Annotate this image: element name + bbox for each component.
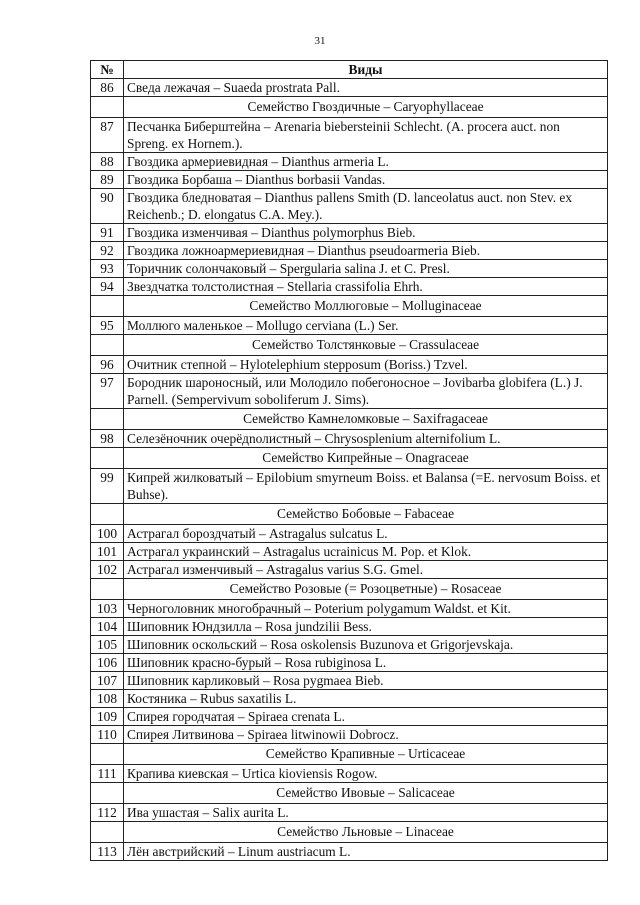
family-row <box>91 783 608 804</box>
table-row <box>91 260 608 278</box>
species-number: 90 <box>91 189 124 224</box>
species-number: 95 <box>91 317 124 335</box>
species-name: Моллюго маленькое – Mollugo cerviana (L.) Ser. <box>124 317 608 335</box>
table-row <box>91 153 608 171</box>
family-name: Семейство Гвоздичные – Caryophyllaceae <box>124 97 608 118</box>
species-number: 96 <box>91 356 124 374</box>
species-name: Шиповник карликовый – Rosa pygmaea Bieb. <box>124 672 608 690</box>
table-header-row <box>91 61 608 79</box>
species-name: Звездчатка толстолистная – Stellaria crassifolia Ehrh. <box>124 278 608 296</box>
species-number: 100 <box>91 525 124 543</box>
species-number: 93 <box>91 260 124 278</box>
family-row <box>91 335 608 356</box>
table-row <box>91 356 608 374</box>
species-number: 87 <box>91 118 124 153</box>
family-name: Семейство Ивовые – Salicaceae <box>124 783 608 804</box>
species-number: 102 <box>91 561 124 579</box>
page-number: 31 <box>314 35 326 47</box>
species-number: 106 <box>91 654 124 672</box>
species-name: Сведа лежачая – Suaeda prostrata Pall. <box>124 79 608 97</box>
table-row <box>91 317 608 335</box>
table-row <box>91 118 608 153</box>
family-number-cell <box>91 783 124 804</box>
family-row <box>91 409 608 430</box>
family-name: Семейство Льновые – Linaceae <box>124 822 608 843</box>
table-row <box>91 374 608 409</box>
family-row <box>91 296 608 317</box>
species-number: 97 <box>91 374 124 409</box>
species-number: 110 <box>91 726 124 744</box>
species-name: Шиповник оскольский – Rosa oskolensis Buzunova et Grigorjevskaja. <box>124 636 608 654</box>
column-header-number: № <box>91 61 124 79</box>
species-number: 88 <box>91 153 124 171</box>
table-body <box>91 79 608 861</box>
species-name: Гвоздика Борбаша – Dianthus borbasii Vandas. <box>124 171 608 189</box>
species-number: 92 <box>91 242 124 260</box>
species-name: Крапива киевская – Urtica kioviensis Rogow. <box>124 765 608 783</box>
species-number: 86 <box>91 79 124 97</box>
family-number-cell <box>91 335 124 356</box>
family-number-cell <box>91 409 124 430</box>
table-row <box>91 600 608 618</box>
family-name: Семейство Крапивные – Urticaceae <box>124 744 608 765</box>
species-number: 91 <box>91 224 124 242</box>
family-name: Семейство Бобовые – Fabaceae <box>124 504 608 525</box>
species-name: Спирея Литвинова – Spiraea litwinowii Dobrocz. <box>124 726 608 744</box>
table-row <box>91 765 608 783</box>
table-row <box>91 224 608 242</box>
species-number: 113 <box>91 843 124 861</box>
family-number-cell <box>91 822 124 843</box>
species-name: Гвоздика изменчивая – Dianthus polymorphus Bieb. <box>124 224 608 242</box>
family-name: Семейство Моллюговые – Molluginaceae <box>124 296 608 317</box>
table-row <box>91 690 608 708</box>
family-name: Семейство Камнеломковые – Saxifragaceae <box>124 409 608 430</box>
species-name: Шиповник Юндзилла – Rosa jundzilii Bess. <box>124 618 608 636</box>
table-row <box>91 278 608 296</box>
table-row <box>91 79 608 97</box>
table-row <box>91 171 608 189</box>
table-row <box>91 708 608 726</box>
species-name: Песчанка Биберштейна – Arenaria biebersteinii Schlecht. (A. procera auct. non Spreng. ex Hornem.). <box>124 118 608 153</box>
species-number: 101 <box>91 543 124 561</box>
family-number-cell <box>91 448 124 469</box>
family-row <box>91 822 608 843</box>
table-row <box>91 543 608 561</box>
table-row <box>91 672 608 690</box>
species-number: 109 <box>91 708 124 726</box>
family-row <box>91 504 608 525</box>
species-name: Астрагал изменчивый – Astragalus varius S.G. Gmel. <box>124 561 608 579</box>
table-row <box>91 636 608 654</box>
species-name: Торичник солончаковый – Spergularia salina J. et C. Presl. <box>124 260 608 278</box>
family-number-cell <box>91 579 124 600</box>
family-name: Семейство Толстянковые – Crassulaceae <box>124 335 608 356</box>
species-name: Гвоздика бледноватая – Dianthus pallens Smith (D. lanceolatus auct. non Stev. ex Reichenb.; D. elongatus C.A. Mey.). <box>124 189 608 224</box>
table-row <box>91 525 608 543</box>
table-row <box>91 561 608 579</box>
table-row <box>91 804 608 822</box>
species-number: 98 <box>91 430 124 448</box>
species-name: Гвоздика ложноармериевидная – Dianthus pseudoarmeria Bieb. <box>124 242 608 260</box>
species-name: Очитник степной – Hylotelephium stepposum (Boriss.) Tzvel. <box>124 356 608 374</box>
table-row <box>91 469 608 504</box>
species-name: Шиповник красно-бурый – Rosa rubiginosa L. <box>124 654 608 672</box>
column-header-species: Виды <box>124 61 608 79</box>
table-row <box>91 430 608 448</box>
table-row <box>91 654 608 672</box>
species-name: Костяника – Rubus saxatilis L. <box>124 690 608 708</box>
species-name: Селезёночник очерёдnолистный – Chrysosplenium alternifolium L. <box>124 430 608 448</box>
family-name: Семейство Кипрейные – Onagraceae <box>124 448 608 469</box>
table-row <box>91 843 608 861</box>
species-number: 111 <box>91 765 124 783</box>
table-row <box>91 189 608 224</box>
table-row <box>91 242 608 260</box>
family-row <box>91 97 608 118</box>
family-name: Семейство Розовые (= Розоцветные) – Rosaceae <box>124 579 608 600</box>
family-row <box>91 579 608 600</box>
species-number: 104 <box>91 618 124 636</box>
species-name: Астрагал украинский – Astragalus ucrainicus M. Pop. et Klok. <box>124 543 608 561</box>
family-number-cell <box>91 296 124 317</box>
table-row <box>91 726 608 744</box>
species-number: 107 <box>91 672 124 690</box>
species-name: Спирея городчатая – Spiraea crenata L. <box>124 708 608 726</box>
family-row <box>91 744 608 765</box>
species-number: 99 <box>91 469 124 504</box>
species-name: Черноголовник многобрачный – Poterium polygamum Waldst. et Kit. <box>124 600 608 618</box>
species-number: 105 <box>91 636 124 654</box>
species-name: Лён австрийский – Linum austriacum L. <box>124 843 608 861</box>
species-name: Ива ушастая – Salix aurita L. <box>124 804 608 822</box>
species-name: Кипрей жилковатый – Epilobium smyrneum Boiss. et Balansa (=E. nervosum Boiss. et Buhse). <box>124 469 608 504</box>
species-name: Астрагал бороздчатый – Astragalus sulcatus L. <box>124 525 608 543</box>
species-table <box>90 60 608 861</box>
species-number: 89 <box>91 171 124 189</box>
species-number: 94 <box>91 278 124 296</box>
species-name: Гвоздика армериевидная – Dianthus armeria L. <box>124 153 608 171</box>
family-number-cell <box>91 744 124 765</box>
family-number-cell <box>91 504 124 525</box>
table-row <box>91 618 608 636</box>
species-number: 103 <box>91 600 124 618</box>
family-row <box>91 448 608 469</box>
species-name: Бородник шароносный, или Молодило побегоносное – Jovibarba globifera (L.) J. Parnell. (Sempervivum soboliferum J. Sims). <box>124 374 608 409</box>
family-number-cell <box>91 97 124 118</box>
species-number: 108 <box>91 690 124 708</box>
species-number: 112 <box>91 804 124 822</box>
